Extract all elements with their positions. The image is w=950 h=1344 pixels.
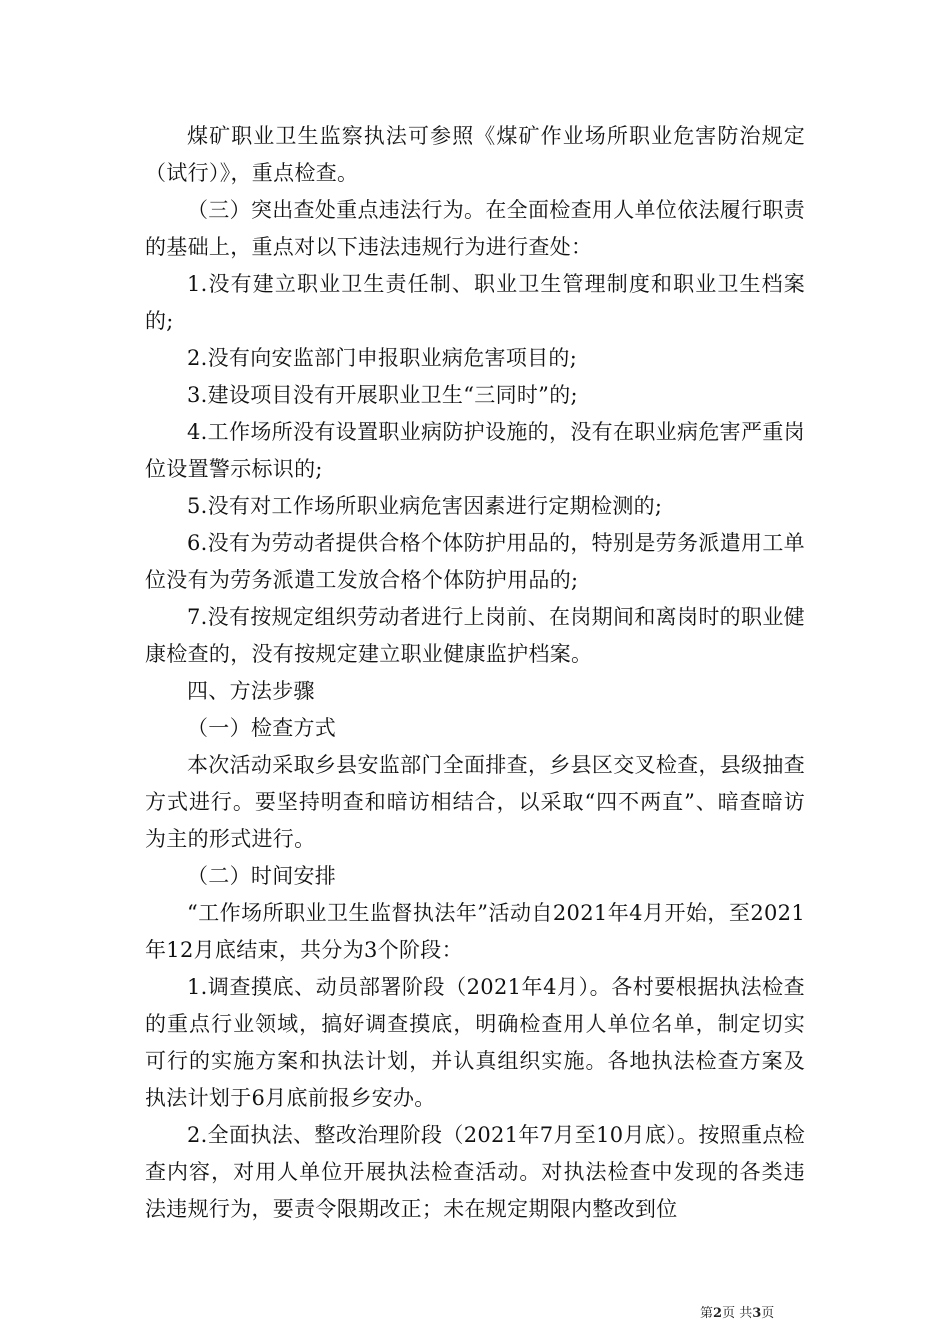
footer-total-pages: 3	[752, 1306, 762, 1321]
footer-suffix: 页	[761, 1306, 775, 1321]
list-item-1: 1.没有建立职业卫生责任制、职业卫生管理制度和职业卫生档案的;	[145, 272, 805, 333]
paragraph-stage-two: 2.全面执法、整改治理阶段（2021年7月至10月底）。按照重点检查内容，对用人单位开展执法检查活动。对执法检查中发现的各类违法违规行为，要责令限期改正；未在规定期限内整改到位	[145, 1123, 805, 1221]
footer-middle: 页 共	[722, 1306, 753, 1321]
paragraph-coal-mine-reference: 煤矿职业卫生监察执法可参照《煤矿作业场所职业危害防治规定（试行）》，重点检查。	[145, 124, 805, 185]
footer-prefix: 第	[700, 1306, 714, 1321]
list-item-3: 3.建设项目没有开展职业卫生“三同时”的;	[187, 383, 578, 407]
paragraph-schedule-overview: “工作场所职业卫生监督执法年”活动自2021年4月开始，至2021年12月底结束，共分为3个阶段：	[145, 901, 805, 962]
footer-current-page: 2	[713, 1306, 723, 1321]
list-item-6: 6.没有为劳动者提供合格个体防护用品的，特别是劳务派遣用工单位没有为劳务派遣工发放合格个体防护用品的;	[145, 531, 805, 592]
document-body	[145, 118, 805, 1228]
subheading-inspection-method: （一）检查方式	[187, 716, 337, 740]
page-footer	[700, 1306, 774, 1322]
paragraph-stage-one: 1.调查摸底、动员部署阶段（2021年4月）。各村要根据执法检查的重点行业领域，搞好调查摸底，明确检查用人单位名单，制定切实可行的实施方案和执法计划，并认真组织实施。各地执法检查方案及执法计划于6月底前报乡安办。	[145, 975, 805, 1110]
subheading-schedule: （二）时间安排	[187, 864, 337, 888]
paragraph-section-three-heading: （三）突出查处重点违法行为。在全面检查用人单位依法履行职责的基础上，重点对以下违法违规行为进行查处：	[145, 198, 805, 259]
list-item-4: 4.工作场所没有设置职业病防护设施的，没有在职业病危害严重岗位设置警示标识的;	[145, 420, 805, 481]
section-heading-methods: 四、方法步骤	[187, 679, 315, 703]
list-item-5: 5.没有对工作场所职业病危害因素进行定期检测的;	[187, 494, 663, 518]
list-item-2: 2.没有向安监部门申报职业病危害项目的;	[187, 346, 578, 370]
paragraph-inspection-method: 本次活动采取乡县安监部门全面排查，乡县区交叉检查，县级抽查方式进行。要坚持明查和暗访相结合，以采取“四不两直”、暗查暗访为主的形式进行。	[145, 753, 805, 851]
list-item-7: 7.没有按规定组织劳动者进行上岗前、在岗期间和离岗时的职业健康检查的，没有按规定建立职业健康监护档案。	[145, 605, 805, 666]
